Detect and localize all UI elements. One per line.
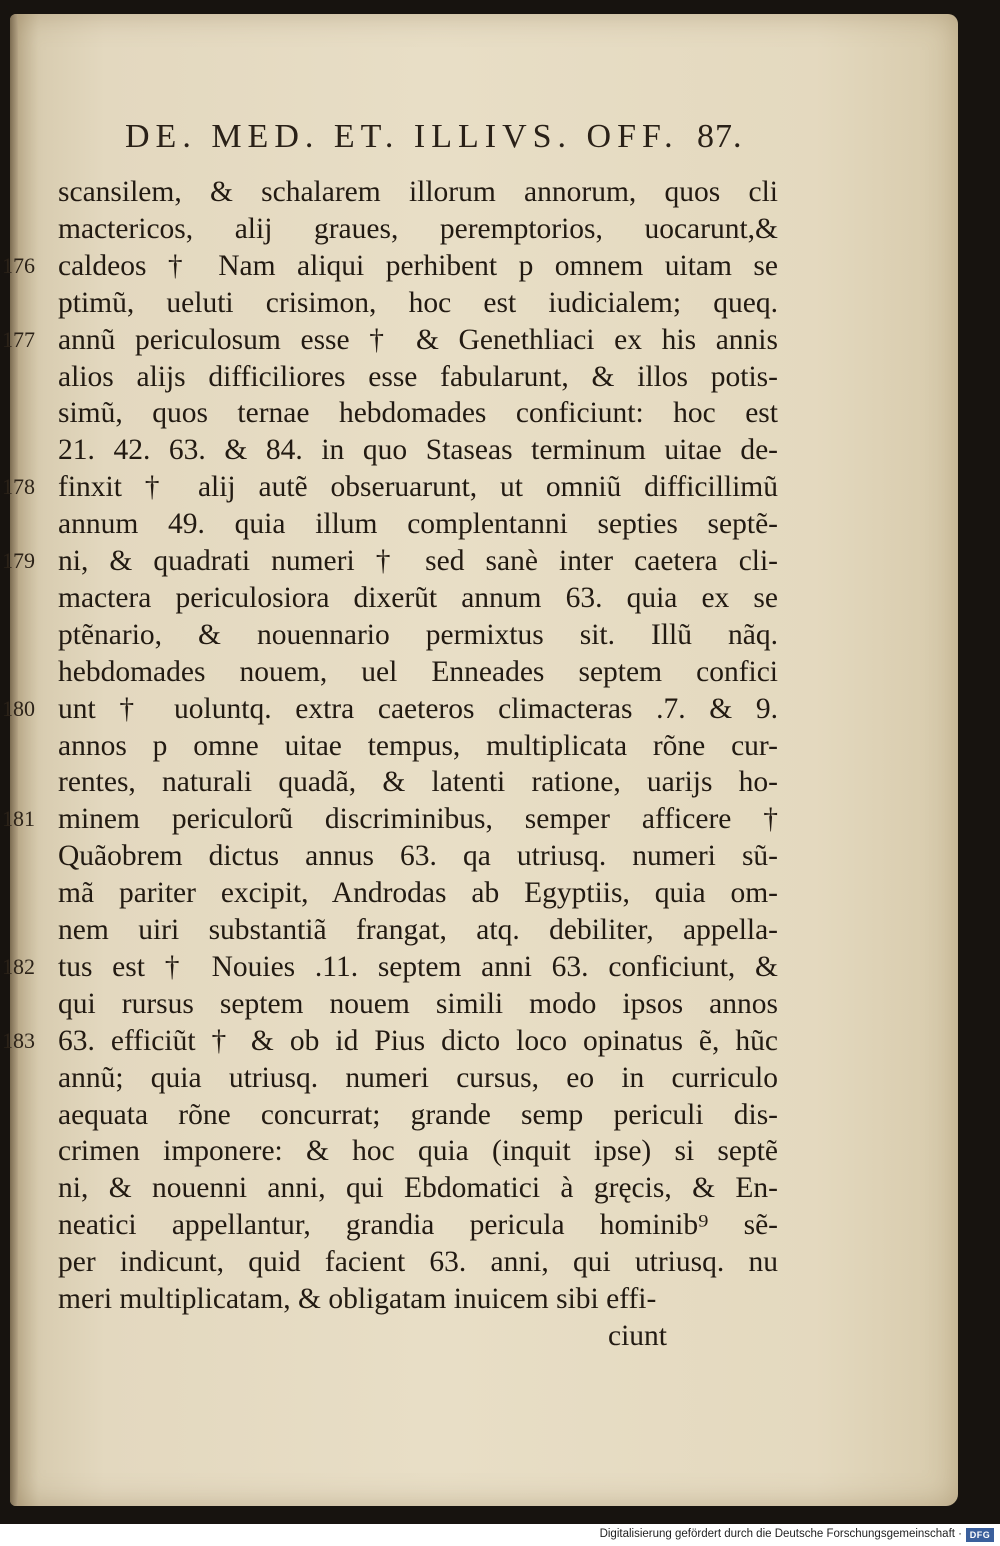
text-line bbox=[10, 654, 958, 690]
line-text: Quãobrem dictus annus 63. qa utriusq. numeri sũ- bbox=[58, 840, 778, 873]
line-text: rentes, naturali quadã, & latenti ratione, uarijs ho- bbox=[58, 766, 778, 799]
line-text: qui rursus septem nouem simili modo ipsos annos bbox=[58, 987, 778, 1020]
line-text: mactericos, alij graues, peremptorios, uocarunt,& bbox=[58, 212, 778, 245]
text-line bbox=[10, 432, 958, 468]
text-line bbox=[10, 1207, 958, 1243]
line-text: meri multiplicatam, & obligatam inuicem sibi effi- bbox=[58, 1283, 657, 1315]
line-text: crimen imponere: & hoc quia (inquit ipse) si septẽ bbox=[58, 1135, 778, 1168]
marginal-line-number: 177 bbox=[2, 326, 35, 352]
line-text: scansilem, & schalarem illorum annorum, quos cli bbox=[58, 176, 778, 208]
line-text: mã pariter excipit, Androdas ab Egyptiis, quia om- bbox=[58, 877, 778, 910]
text-line bbox=[2, 801, 958, 837]
text-line bbox=[10, 395, 958, 431]
line-text: ni, & nouenni anni, qui Ebdomatici à gręcis, & En- bbox=[58, 1172, 778, 1205]
line-text: per indicunt, quid facient 63. anni, qui utriusq. nu bbox=[58, 1246, 778, 1279]
running-head-title: DE. MED. ET. ILLIVS. OFF. bbox=[125, 118, 679, 155]
line-text: caldeos † Nam aliqui perhibent p omnem uitam se bbox=[58, 249, 778, 282]
line-text: aequata rõne concurrat; grande semp periculi dis- bbox=[58, 1098, 778, 1131]
line-text: tus est † Nouies .11. septem anni 63. conficiunt, & bbox=[58, 950, 778, 983]
text-line bbox=[10, 838, 958, 874]
marginal-line-number: 180 bbox=[2, 695, 35, 721]
text-line bbox=[10, 764, 958, 800]
text-line bbox=[10, 285, 958, 321]
text-line bbox=[2, 543, 958, 579]
line-text: mactera periculosiora dixerũt annum 63. quia ex se bbox=[58, 581, 778, 614]
line-text: neatici appellantur, grandia pericula hominib⁹ sẽ- bbox=[58, 1209, 778, 1242]
marginal-line-number: 183 bbox=[2, 1027, 35, 1053]
funding-credit: Digitalisierung gefördert durch die Deutsche Forschungsgemeinschaft · bbox=[599, 1528, 962, 1540]
text-line bbox=[2, 691, 958, 727]
line-text: alios alijs difficiliores esse fabularunt, & illos potis- bbox=[58, 360, 778, 393]
book-page bbox=[2, 14, 958, 1506]
line-text: 21. 42. 63. & 84. in quo Staseas terminum uitae de- bbox=[58, 434, 778, 467]
text-line bbox=[10, 728, 958, 764]
text-line bbox=[10, 1133, 958, 1169]
text-line bbox=[10, 1170, 958, 1206]
footer-bar bbox=[0, 1524, 1000, 1546]
line-text: annos p omne uitae tempus, multiplicata rõne cur- bbox=[58, 729, 778, 762]
line-text: annum 49. quia illum complentanni septies septẽ- bbox=[58, 508, 778, 541]
line-text: ptẽnario, & nouennario permixtus sit. Illũ nãq. bbox=[58, 618, 778, 651]
text-line bbox=[10, 1281, 958, 1317]
line-text: ptimũ, ueluti crisimon, hoc est iudicialem; queq. bbox=[58, 286, 778, 319]
page-number: 87. bbox=[697, 118, 743, 155]
marginal-line-number: 181 bbox=[2, 806, 35, 832]
text-line bbox=[10, 211, 958, 247]
line-text: unt † uoluntq. extra caeteros climacteras .7. & 9. bbox=[58, 692, 778, 725]
line-text: 63. efficiũt † & ob id Pius dicto loco opinatus ẽ, hũc bbox=[58, 1024, 778, 1057]
text-line bbox=[10, 617, 958, 653]
text-line bbox=[10, 359, 958, 395]
dfg-logo-icon: DFG bbox=[966, 1528, 994, 1542]
text-line bbox=[2, 469, 958, 505]
marginal-line-number: 179 bbox=[2, 548, 35, 573]
text-line bbox=[10, 912, 958, 948]
text-line bbox=[2, 248, 958, 284]
text-line bbox=[10, 875, 958, 911]
line-text: ni, & quadrati numeri † sed sanè inter caetera cli- bbox=[58, 545, 778, 577]
text-line bbox=[10, 1097, 958, 1133]
marginal-line-number: 182 bbox=[2, 953, 35, 979]
text-line bbox=[10, 1244, 958, 1280]
line-text: nem uiri substantiã frangat, atq. debiliter, appella- bbox=[58, 914, 778, 946]
text-line bbox=[2, 949, 958, 985]
line-text: minem periculorũ discriminibus, semper afficere † bbox=[58, 803, 778, 836]
marginal-line-number: 176 bbox=[2, 252, 35, 278]
line-text: annũ; quia utriusq. numeri cursus, eo in curriculo bbox=[58, 1061, 778, 1094]
catchword-line bbox=[10, 1318, 958, 1354]
text-line bbox=[2, 1023, 958, 1059]
text-line bbox=[10, 506, 958, 542]
line-text: finxit † alij autẽ obseruarunt, ut omniũ difficillimũ bbox=[58, 471, 778, 504]
text-line bbox=[10, 174, 958, 210]
text-line bbox=[10, 1060, 958, 1096]
text-line bbox=[10, 986, 958, 1022]
line-text: hebdomades nouem, uel Enneades septem confici bbox=[58, 655, 778, 688]
marginal-line-number: 178 bbox=[2, 474, 35, 500]
line-text: simũ, quos ternae hebdomades conficiunt: hoc est bbox=[58, 397, 778, 430]
text-line bbox=[10, 580, 958, 616]
line-text: annũ periculosum esse † & Genethliaci ex his annis bbox=[58, 323, 778, 356]
text-line bbox=[2, 322, 958, 358]
catchword: ciunt bbox=[608, 1319, 667, 1352]
